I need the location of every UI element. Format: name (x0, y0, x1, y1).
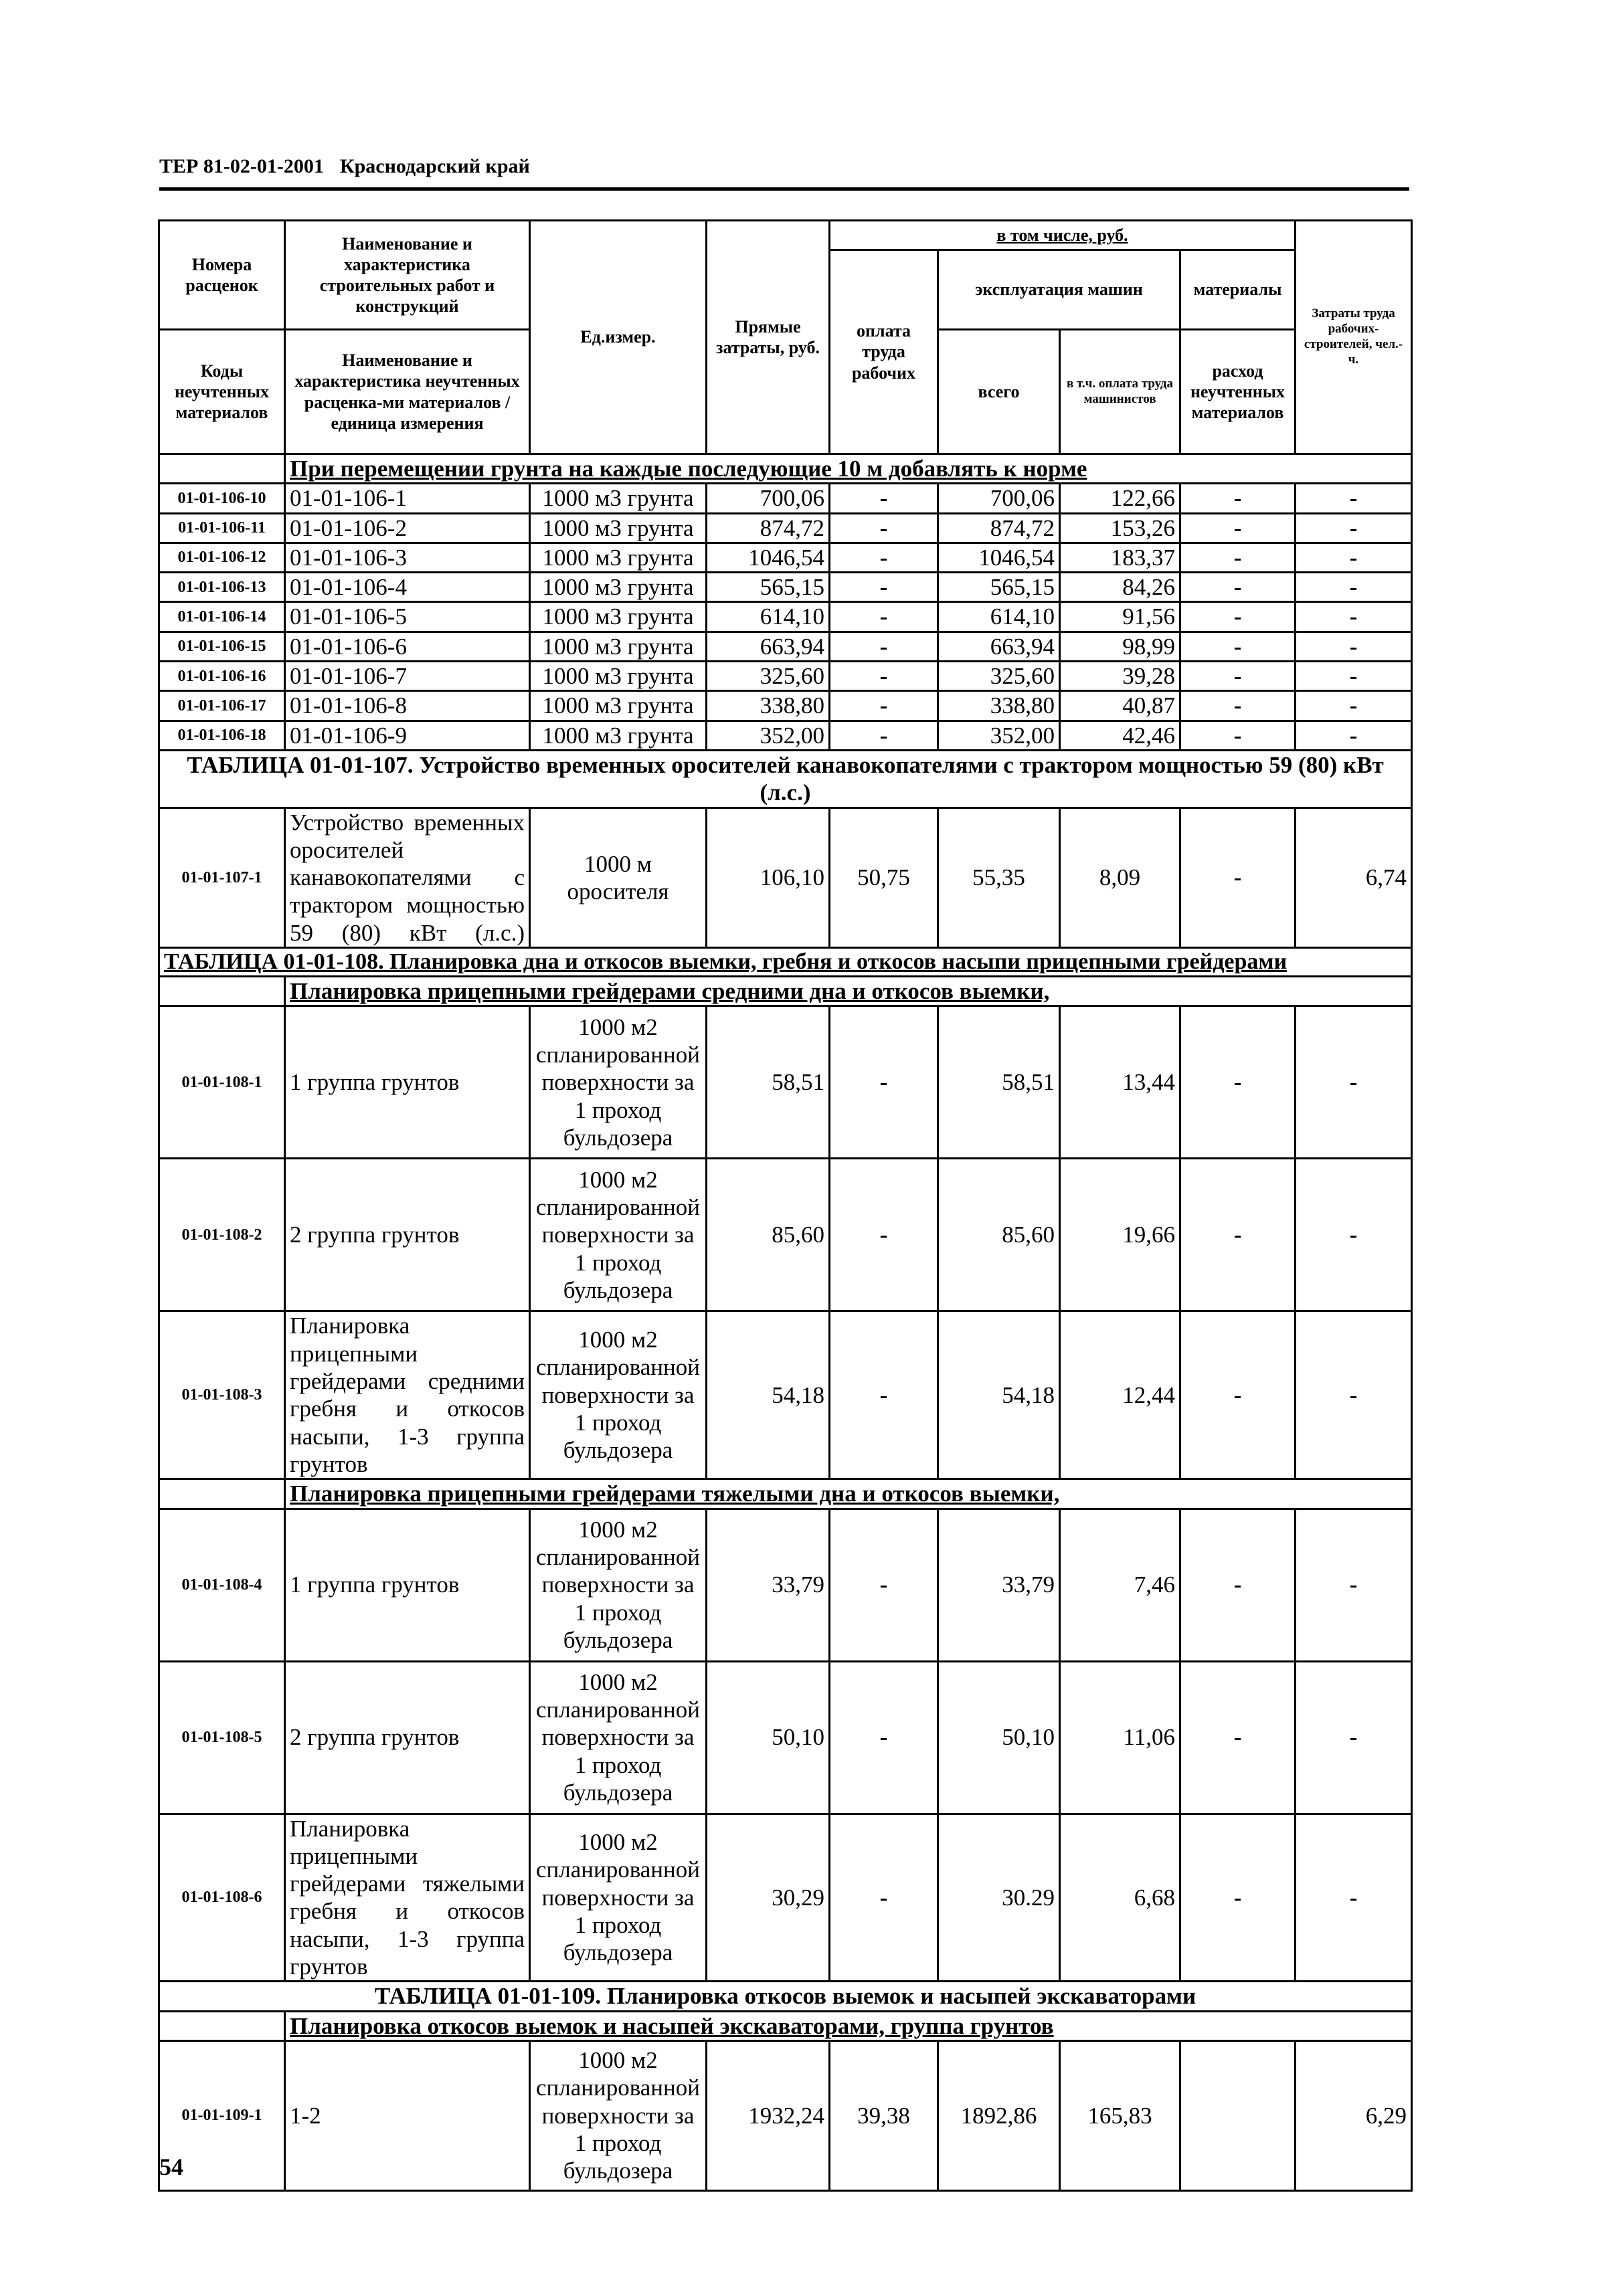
table-108-title-row (159, 948, 1412, 977)
rate-code-cell: 01-01-108-3 (159, 1311, 285, 1479)
direct-cost-cell: 30,29 (707, 1814, 830, 1982)
table-row (159, 807, 1412, 947)
direct-cost-cell: 58,51 (707, 1006, 830, 1159)
machine-cost-cell: 58,51 (938, 1006, 1060, 1159)
col-machine-operation: эксплуатация машин (938, 250, 1180, 330)
price-table (158, 219, 1413, 2192)
machine-wages-cell: 11,06 (1060, 1661, 1180, 1814)
table-row (159, 632, 1412, 661)
table-row (159, 1006, 1412, 1159)
unit-cell: 1000 м2 спланированной поверхности за 1 проход бульдозера (530, 2040, 707, 2190)
subsection-title: Планировка откосов выемок и насыпей экскаваторами, группа грунтов (285, 2011, 1412, 2040)
unit-cell: 1000 м3 грунта (530, 721, 707, 750)
machine-wages-cell: 91,56 (1060, 602, 1180, 632)
rate-code-cell: 01-01-106-12 (159, 543, 285, 572)
wages-cell: 39,38 (830, 2040, 938, 2190)
machine-cost-cell: 874,72 (938, 513, 1060, 543)
materials-cell: - (1180, 1006, 1296, 1159)
materials-cell: - (1180, 691, 1296, 721)
wages-cell: - (830, 543, 938, 572)
table-row (159, 1814, 1412, 1982)
materials-cell: - (1180, 807, 1296, 947)
rate-code-cell: 01-01-106-18 (159, 721, 285, 750)
reference-cell: 01-01-106-6 (285, 632, 530, 661)
section-note: При перемещении грунта на каждые последующие 10 м добавлять к норме (285, 454, 1412, 484)
table-107-title-row (159, 750, 1412, 807)
unit-cell: 1000 м2 спланированной поверхности за 1 проход бульдозера (530, 1814, 707, 1982)
description-cell: Планировка прицепными грейдерами средними гребня и откосов насыпи, 1-3 группа грунтов (285, 1311, 530, 1479)
description-cell: 1 группа грунтов (285, 1509, 530, 1661)
table-109-title-row (159, 1982, 1412, 2011)
wages-cell: - (830, 602, 938, 632)
labor-cell: 6,74 (1296, 807, 1412, 947)
wages-cell: - (830, 1159, 938, 1311)
machine-wages-cell: 98,99 (1060, 632, 1180, 661)
labor-cell: - (1296, 1006, 1412, 1159)
machine-wages-cell: 42,46 (1060, 721, 1180, 750)
reference-cell: 01-01-106-8 (285, 691, 530, 721)
unit-cell: 1000 м2 спланированной поверхности за 1 проход бульдозера (530, 1661, 707, 1814)
rate-code-cell: 01-01-107-1 (159, 807, 285, 947)
table-row (159, 691, 1412, 721)
materials-cell: - (1180, 721, 1296, 750)
labor-cell: - (1296, 1661, 1412, 1814)
reference-cell: 01-01-106-9 (285, 721, 530, 750)
table-row (159, 1159, 1412, 1311)
unit-cell: 1000 м3 грунта (530, 602, 707, 632)
machine-cost-cell: 50,10 (938, 1661, 1060, 1814)
wages-cell: - (830, 1311, 938, 1479)
machine-cost-cell: 1046,54 (938, 543, 1060, 572)
machine-wages-cell: 13,44 (1060, 1006, 1180, 1159)
labor-cell: - (1296, 573, 1412, 602)
table-108-title: ТАБЛИЦА 01-01-108. Планировка дна и откосов выемки, гребня и откосов насыпи прицепными грейдерами (159, 948, 1412, 977)
direct-cost-cell: 85,60 (707, 1159, 830, 1311)
labor-cell: - (1296, 484, 1412, 513)
machine-cost-cell: 85,60 (938, 1159, 1060, 1311)
unit-cell: 1000 м2 спланированной поверхности за 1 проход бульдозера (530, 1509, 707, 1661)
page-number: 54 (159, 2154, 183, 2180)
unit-cell: 1000 м2 спланированной поверхности за 1 проход бульдозера (530, 1159, 707, 1311)
unit-cell: 1000 м2 спланированной поверхности за 1 проход бульдозера (530, 1006, 707, 1159)
labor-cell: 6,29 (1296, 2040, 1412, 2190)
subsection-row (159, 1479, 1412, 1509)
materials-cell: - (1180, 1814, 1296, 1982)
materials-cell: - (1180, 513, 1296, 543)
machine-cost-cell: 1892,86 (938, 2040, 1060, 2190)
rate-code-cell: 01-01-106-15 (159, 632, 285, 661)
col-labor: Затраты труда рабочих-строителей, чел.-ч. (1296, 221, 1412, 454)
machine-cost-cell: 565,15 (938, 573, 1060, 602)
materials-cell: - (1180, 632, 1296, 661)
col-number: Номера расценок (159, 221, 285, 330)
table-row (159, 573, 1412, 602)
reference-cell: 01-01-106-4 (285, 573, 530, 602)
direct-cost-cell: 33,79 (707, 1509, 830, 1661)
materials-cell: - (1180, 543, 1296, 572)
machine-cost-cell: 614,10 (938, 602, 1060, 632)
col-unit: Ед.измер. (530, 221, 707, 454)
direct-cost-cell: 338,80 (707, 691, 830, 721)
unit-cell: 1000 м3 грунта (530, 662, 707, 691)
materials-cell (1180, 2040, 1296, 2190)
materials-cell: - (1180, 1159, 1296, 1311)
reference-cell: 01-01-106-3 (285, 543, 530, 572)
materials-cell: - (1180, 662, 1296, 691)
direct-cost-cell: 325,60 (707, 662, 830, 691)
table-109-title: ТАБЛИЦА 01-01-109. Планировка откосов выемок и насыпей экскаваторами (159, 1982, 1412, 2011)
table-row (159, 1509, 1412, 1661)
direct-cost-cell: 614,10 (707, 602, 830, 632)
direct-cost-cell: 54,18 (707, 1311, 830, 1479)
materials-cell: - (1180, 1509, 1296, 1661)
direct-cost-cell: 663,94 (707, 632, 830, 661)
labor-cell: - (1296, 1159, 1412, 1311)
subsection-title: Планировка прицепными грейдерами тяжелыми дна и откосов выемки, (285, 1479, 1412, 1509)
materials-cell: - (1180, 573, 1296, 602)
direct-cost-cell: 565,15 (707, 573, 830, 602)
machine-wages-cell: 19,66 (1060, 1159, 1180, 1311)
rate-code-cell: 01-01-108-5 (159, 1661, 285, 1814)
table-row (159, 543, 1412, 572)
wages-cell: - (830, 662, 938, 691)
col-wages: оплата труда рабочих (830, 250, 938, 454)
table-row (159, 484, 1412, 513)
machine-wages-cell: 153,26 (1060, 513, 1180, 543)
machine-wages-cell: 7,46 (1060, 1509, 1180, 1661)
table-107-title: ТАБЛИЦА 01-01-107. Устройство временных оросителей канавокопателями с трактором мощностью 59 (80) кВт (л.с.) (159, 750, 1412, 807)
reference-cell: 01-01-106-7 (285, 662, 530, 691)
subsection-row (159, 2011, 1412, 2040)
wages-cell: - (830, 721, 938, 750)
table-row (159, 1661, 1412, 1814)
machine-cost-cell: 338,80 (938, 691, 1060, 721)
direct-cost-cell: 1046,54 (707, 543, 830, 572)
rate-code-cell: 01-01-108-2 (159, 1159, 285, 1311)
machine-cost-cell: 700,06 (938, 484, 1060, 513)
labor-cell: - (1296, 662, 1412, 691)
labor-cell: - (1296, 1509, 1412, 1661)
machine-cost-cell: 325,60 (938, 662, 1060, 691)
reference-cell: 01-01-106-5 (285, 602, 530, 632)
wages-cell: - (830, 513, 938, 543)
machine-wages-cell: 6,68 (1060, 1814, 1180, 1982)
document-header (159, 155, 1409, 191)
unit-cell: 1000 м3 грунта (530, 691, 707, 721)
col-name-material: Наименование и характеристика неучтенных расценка-ми материалов / единица измерения (285, 330, 530, 454)
machine-wages-cell: 39,28 (1060, 662, 1180, 691)
reference-cell: 01-01-106-1 (285, 484, 530, 513)
machine-cost-cell: 33,79 (938, 1509, 1060, 1661)
description-cell: 1-2 (285, 2040, 530, 2190)
col-machine-total: всего (938, 330, 1060, 454)
labor-cell: - (1296, 602, 1412, 632)
machine-wages-cell: 40,87 (1060, 691, 1180, 721)
direct-cost-cell: 1932,24 (707, 2040, 830, 2190)
col-codes: Коды неучтенных материалов (159, 330, 285, 454)
unit-cell: 1000 м3 грунта (530, 543, 707, 572)
rate-code-cell: 01-01-108-4 (159, 1509, 285, 1661)
table-row (159, 2040, 1412, 2190)
machine-wages-cell: 12,44 (1060, 1311, 1180, 1479)
direct-cost-cell: 106,10 (707, 807, 830, 947)
materials-cell: - (1180, 1661, 1296, 1814)
col-materials: материалы (1180, 250, 1296, 330)
machine-wages-cell: 122,66 (1060, 484, 1180, 513)
col-direct: Прямые затраты, руб. (707, 221, 830, 454)
subsection-row (159, 977, 1412, 1006)
rate-code-cell: 01-01-106-16 (159, 662, 285, 691)
description-cell: Устройство временных оросителей канавокопателями с трактором мощностью 59 (80) кВт (л.с.) (285, 807, 530, 947)
col-including: в том числе, руб. (830, 221, 1296, 250)
unit-cell: 1000 м3 грунта (530, 573, 707, 602)
wages-cell: - (830, 573, 938, 602)
rate-code-cell: 01-01-109-1 (159, 2040, 285, 2190)
document-code: ТЕР 81-02-01-2001 (159, 155, 324, 177)
wages-cell: - (830, 1509, 938, 1661)
document-region: Краснодарский край (339, 155, 530, 177)
machine-cost-cell: 54,18 (938, 1311, 1060, 1479)
machine-wages-cell: 8,09 (1060, 807, 1180, 947)
description-cell: 2 группа грунтов (285, 1661, 530, 1814)
rate-code-cell: 01-01-106-11 (159, 513, 285, 543)
unit-cell: 1000 м3 грунта (530, 484, 707, 513)
table-row (159, 662, 1412, 691)
description-cell: 2 группа грунтов (285, 1159, 530, 1311)
table-row (159, 1311, 1412, 1479)
unit-cell: 1000 м2 спланированной поверхности за 1 проход бульдозера (530, 1311, 707, 1479)
machine-cost-cell: 55,35 (938, 807, 1060, 947)
rate-code-cell: 01-01-106-13 (159, 573, 285, 602)
machine-cost-cell: 30.29 (938, 1814, 1060, 1982)
machine-cost-cell: 352,00 (938, 721, 1060, 750)
machine-cost-cell: 663,94 (938, 632, 1060, 661)
wages-cell: - (830, 691, 938, 721)
rate-code-cell: 01-01-106-10 (159, 484, 285, 513)
rate-code-cell: 01-01-106-17 (159, 691, 285, 721)
section-note-106 (159, 454, 1412, 484)
rate-code-cell: 01-01-106-14 (159, 602, 285, 632)
materials-cell: - (1180, 1311, 1296, 1479)
wages-cell: - (830, 1006, 938, 1159)
wages-cell: 50,75 (830, 807, 938, 947)
labor-cell: - (1296, 721, 1412, 750)
machine-wages-cell: 183,37 (1060, 543, 1180, 572)
materials-cell: - (1180, 484, 1296, 513)
labor-cell: - (1296, 513, 1412, 543)
direct-cost-cell: 50,10 (707, 1661, 830, 1814)
table-row (159, 721, 1412, 750)
rate-code-cell: 01-01-108-6 (159, 1814, 285, 1982)
col-machine-wages: в т.ч. оплата труда машинистов (1060, 330, 1180, 454)
direct-cost-cell: 700,06 (707, 484, 830, 513)
unit-cell: 1000 м оросителя (530, 807, 707, 947)
table-body (159, 454, 1412, 2191)
labor-cell: - (1296, 632, 1412, 661)
wages-cell: - (830, 632, 938, 661)
unit-cell: 1000 м3 грунта (530, 632, 707, 661)
direct-cost-cell: 352,00 (707, 721, 830, 750)
materials-cell: - (1180, 602, 1296, 632)
labor-cell: - (1296, 1814, 1412, 1982)
col-name-work: Наименование и характеристика строительных работ и конструкций (285, 221, 530, 330)
labor-cell: - (1296, 691, 1412, 721)
reference-cell: 01-01-106-2 (285, 513, 530, 543)
table-header (159, 221, 1412, 454)
subsection-title: Планировка прицепными грейдерами средними дна и откосов выемки, (285, 977, 1412, 1006)
description-cell: 1 группа грунтов (285, 1006, 530, 1159)
wages-cell: - (830, 1814, 938, 1982)
unit-cell: 1000 м3 грунта (530, 513, 707, 543)
machine-wages-cell: 84,26 (1060, 573, 1180, 602)
wages-cell: - (830, 484, 938, 513)
table-row (159, 513, 1412, 543)
wages-cell: - (830, 1661, 938, 1814)
direct-cost-cell: 874,72 (707, 513, 830, 543)
labor-cell: - (1296, 543, 1412, 572)
col-materials-consumption: расход неучтенных материалов (1180, 330, 1296, 454)
description-cell: Планировка прицепными грейдерами тяжелыми гребня и откосов насыпи, 1-3 группа грунтов (285, 1814, 530, 1982)
rate-code-cell: 01-01-108-1 (159, 1006, 285, 1159)
labor-cell: - (1296, 1311, 1412, 1479)
table-row (159, 602, 1412, 632)
machine-wages-cell: 165,83 (1060, 2040, 1180, 2190)
